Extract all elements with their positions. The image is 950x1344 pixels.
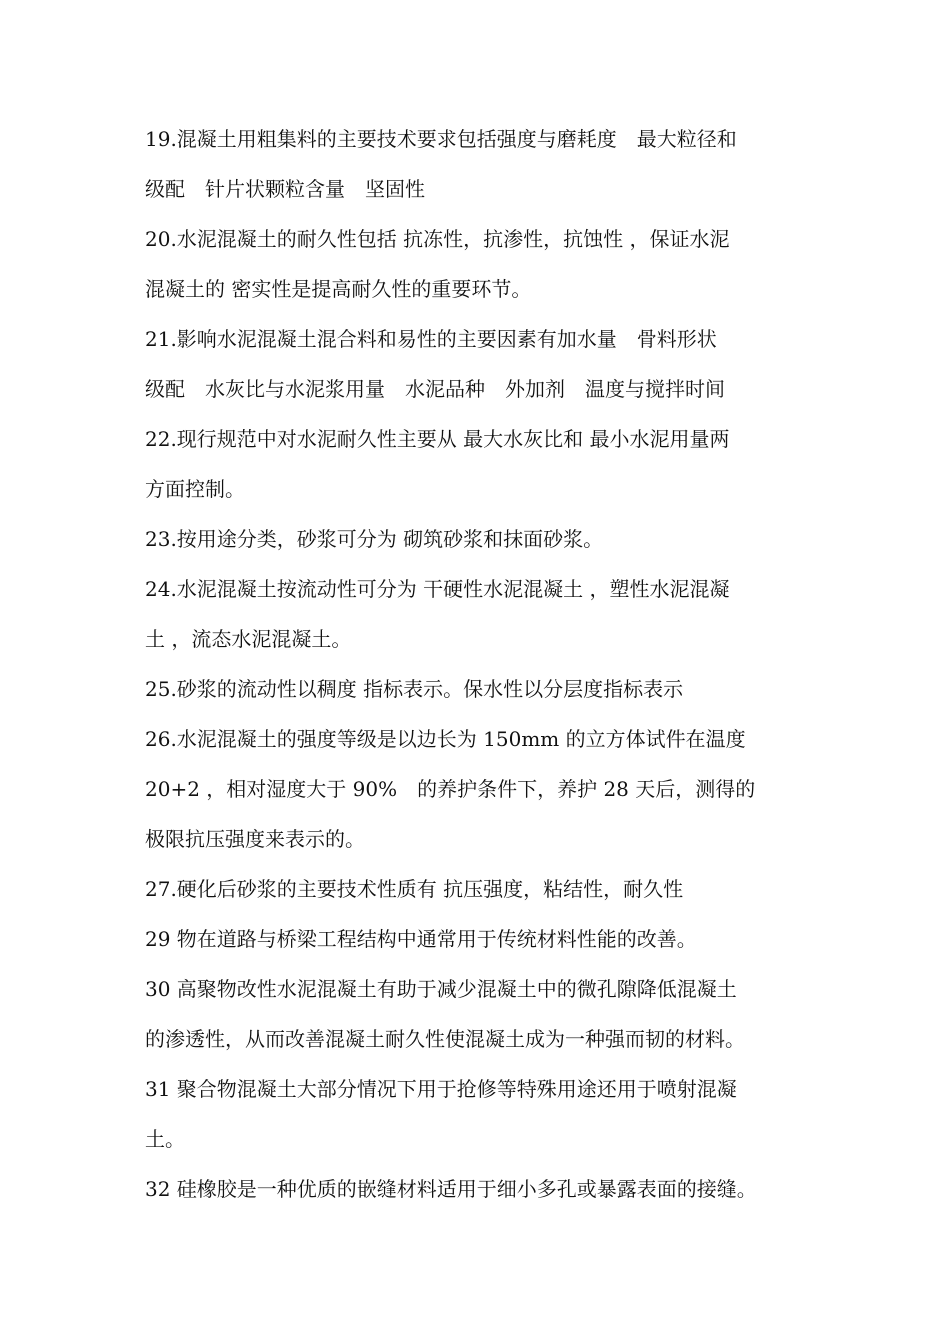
text-line-17: 29 物在道路与桥梁工程结构中通常用于传统材料性能的改善。 xyxy=(145,927,697,951)
text-line-12: 25.砂浆的流动性以稠度 指标表示。保水性以分层度指标表示 xyxy=(145,677,684,701)
text-line-22: 32 硅橡胶是一种优质的嵌缝材料适用于细小多孔或暴露表面的接缝。 xyxy=(145,1177,757,1201)
text-line-8: 方面控制。 xyxy=(145,477,245,501)
text-line-3: 20.水泥混凝土的耐久性包括 抗冻性，抗渗性，抗蚀性 ，保证水泥 xyxy=(145,227,730,251)
text-line-2: 级配 针片状颗粒含量 坚固性 xyxy=(145,177,425,201)
text-line-14: 20+2 ，相对湿度大于 90% 的养护条件下，养护 28 天后，测得的 xyxy=(145,777,756,801)
text-line-5: 21.影响水泥混凝土混合料和易性的主要因素有加水量 骨料形状 xyxy=(145,327,717,351)
text-line-20: 31 聚合物混凝土大部分情况下用于抢修等特殊用途还用于喷射混凝 xyxy=(145,1077,737,1101)
text-line-1: 19.混凝土用粗集料的主要技术要求包括强度与磨耗度 最大粒径和 xyxy=(145,127,737,151)
text-line-4: 混凝土的 密实性是提高耐久性的重要环节。 xyxy=(145,277,532,301)
text-line-13: 26.水泥混凝土的强度等级是以边长为 150mm 的立方体试件在温度 xyxy=(145,727,746,751)
text-line-9: 23.按用途分类，砂浆可分为 砌筑砂浆和抹面砂浆。 xyxy=(145,527,604,551)
text-line-11: 土 ，流态水泥混凝土。 xyxy=(145,627,352,651)
text-line-7: 22.现行规范中对水泥耐久性主要从 最大水灰比和 最小水泥用量两 xyxy=(145,427,730,451)
document-body xyxy=(145,114,810,1214)
text-line-6: 级配 水灰比与水泥浆用量 水泥品种 外加剂 温度与搅拌时间 xyxy=(145,377,725,401)
text-line-21: 土。 xyxy=(145,1127,185,1151)
text-line-16: 27.硬化后砂浆的主要技术性质有 抗压强度，粘结性，耐久性 xyxy=(145,877,684,901)
text-line-15: 极限抗压强度来表示的。 xyxy=(145,827,365,851)
text-line-10: 24.水泥混凝土按流动性可分为 干硬性水泥混凝土 ，塑性水泥混凝 xyxy=(145,577,730,601)
text-line-18: 30 高聚物改性水泥混凝土有助于减少混凝土中的微孔隙降低混凝土 xyxy=(145,977,737,1001)
text-line-19: 的渗透性，从而改善混凝土耐久性使混凝土成为一种强而韧的材料。 xyxy=(145,1027,745,1051)
